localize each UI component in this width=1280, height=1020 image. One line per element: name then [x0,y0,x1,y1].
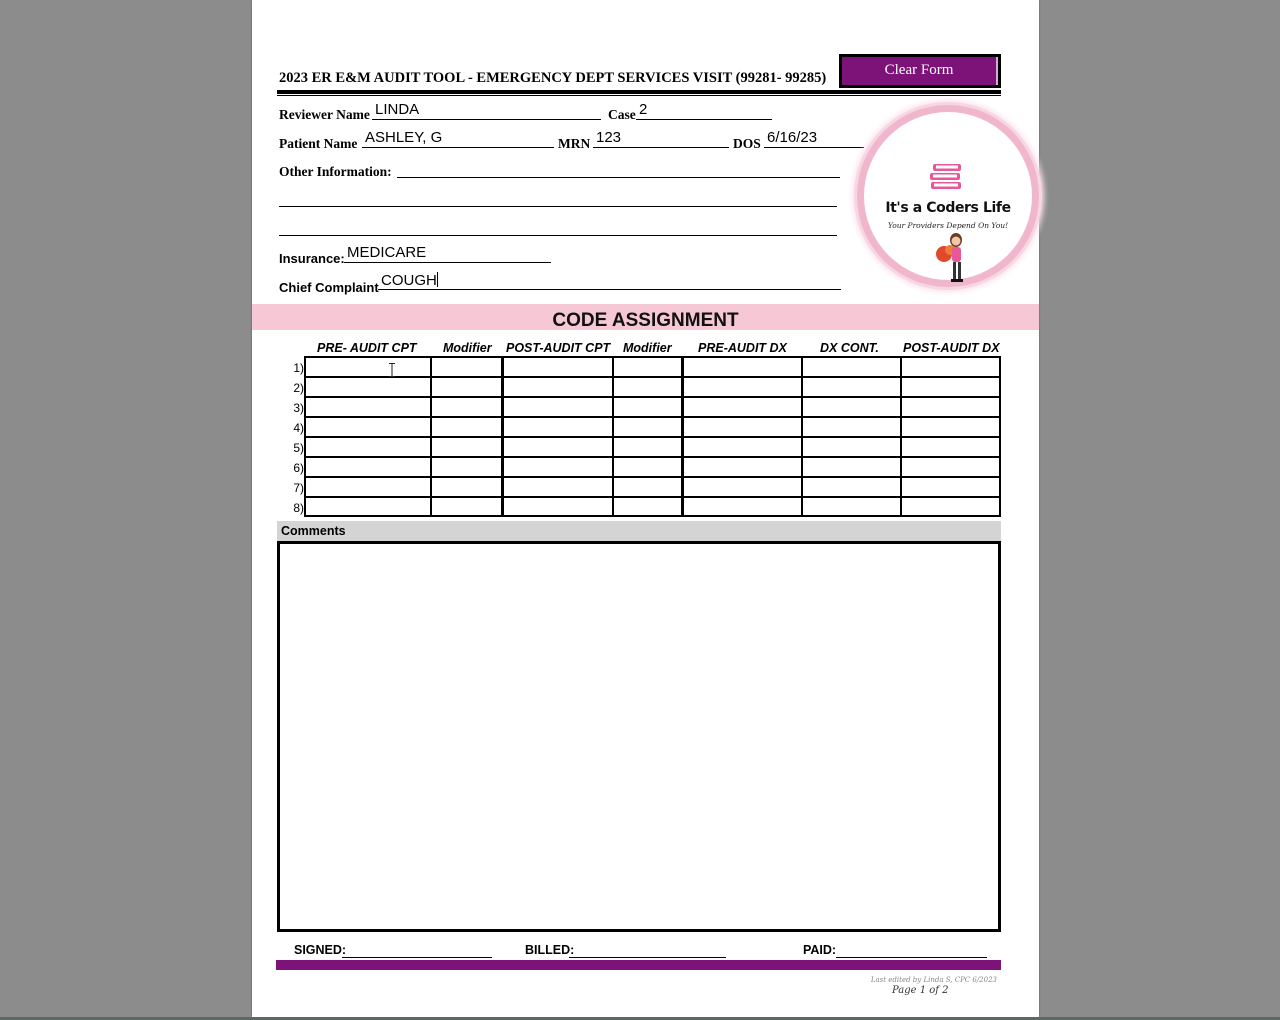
col-dx-cont: DX CONT. [820,341,879,355]
row-number: 7) [293,481,304,495]
character-illustration-icon [928,230,974,286]
patient-name-field[interactable]: ASHLEY, G [362,130,554,148]
grid-row-line [304,436,1001,438]
col-pre-audit-dx: PRE-AUDIT DX [698,341,787,355]
row-number: 4) [293,421,304,435]
stacked-books-icon [928,162,964,192]
row-number: 2) [293,381,304,395]
reviewer-label: Reviewer Name [279,107,370,122]
case-label: Case [608,107,636,122]
row-number: 1) [293,361,304,375]
grid-row-line [304,476,1001,478]
logo-name: It's a Coders Life [885,200,1011,216]
col-post-audit-cpt: POST-AUDIT CPT [506,341,611,355]
col-pre-audit-cpt: PRE- AUDIT CPT [317,341,417,355]
footer-purple-bar [276,960,1001,970]
signed-label: SIGNED: [294,943,347,957]
grid-row-line [304,416,1001,418]
last-edited-note: Last edited by Linda S, CPC 6/2023 [870,976,997,984]
grid-row-line [304,496,1001,498]
dos-field[interactable]: 6/16/23 [764,130,864,148]
comments-label: Comments [281,524,346,538]
logo-tagline: Your Providers Depend On You! [887,221,1009,230]
chief-complaint-value: COUGH [381,272,437,289]
grid-row-line [304,396,1001,398]
other-info-line-3[interactable] [279,235,837,236]
billed-label: BILLED: [525,943,575,957]
row-number: 3) [293,401,304,415]
comments-header [277,521,1001,541]
chief-complaint-label: Chief Complaint [279,280,379,295]
mrn-label: MRN [558,136,591,151]
paid-label: PAID: [803,943,837,957]
coders-life-logo [856,100,1036,296]
col-post-audit-dx: POST-AUDIT DX [903,341,1000,355]
insurance-field[interactable]: MEDICARE [344,245,551,263]
page-number: Page 1 of 2 [892,985,949,996]
chief-complaint-field[interactable] [378,272,841,290]
col-modifier-1: Modifier [443,341,492,355]
text-caret [437,272,438,287]
mrn-field[interactable]: 123 [593,130,729,148]
grid-row-line [304,456,1001,458]
form-title: 2023 ER E&M AUDIT TOOL - EMERGENCY DEPT SERVICES VISIT (99281- 99285) [279,70,827,86]
other-info-label: Other Information: [279,164,392,179]
row-number: 8) [293,501,304,515]
col-modifier-2: Modifier [623,341,672,355]
insurance-label: Insurance: [279,251,345,266]
ibeam-cursor-icon [389,363,395,377]
dos-label: DOS [733,136,761,151]
row-number: 5) [293,441,304,455]
title-rule-thin [277,95,1001,96]
paid-field[interactable] [836,957,987,958]
code-assignment-title: CODE ASSIGNMENT [552,310,739,331]
reviewer-name-field[interactable]: LINDA [372,102,601,120]
title-rule [277,90,1001,94]
clear-form-label: Clear Form [842,57,998,85]
signed-field[interactable] [342,957,492,958]
other-info-line-2[interactable] [279,206,837,207]
billed-field[interactable] [569,957,726,958]
patient-label: Patient Name [279,136,358,151]
clear-form-button[interactable] [839,54,1001,88]
row-number: 6) [293,461,304,475]
case-field[interactable]: 2 [636,102,772,120]
form-page [252,0,1039,1017]
comments-textarea[interactable] [277,541,1001,932]
other-info-field[interactable] [397,160,840,178]
grid-row-line [304,376,1001,378]
